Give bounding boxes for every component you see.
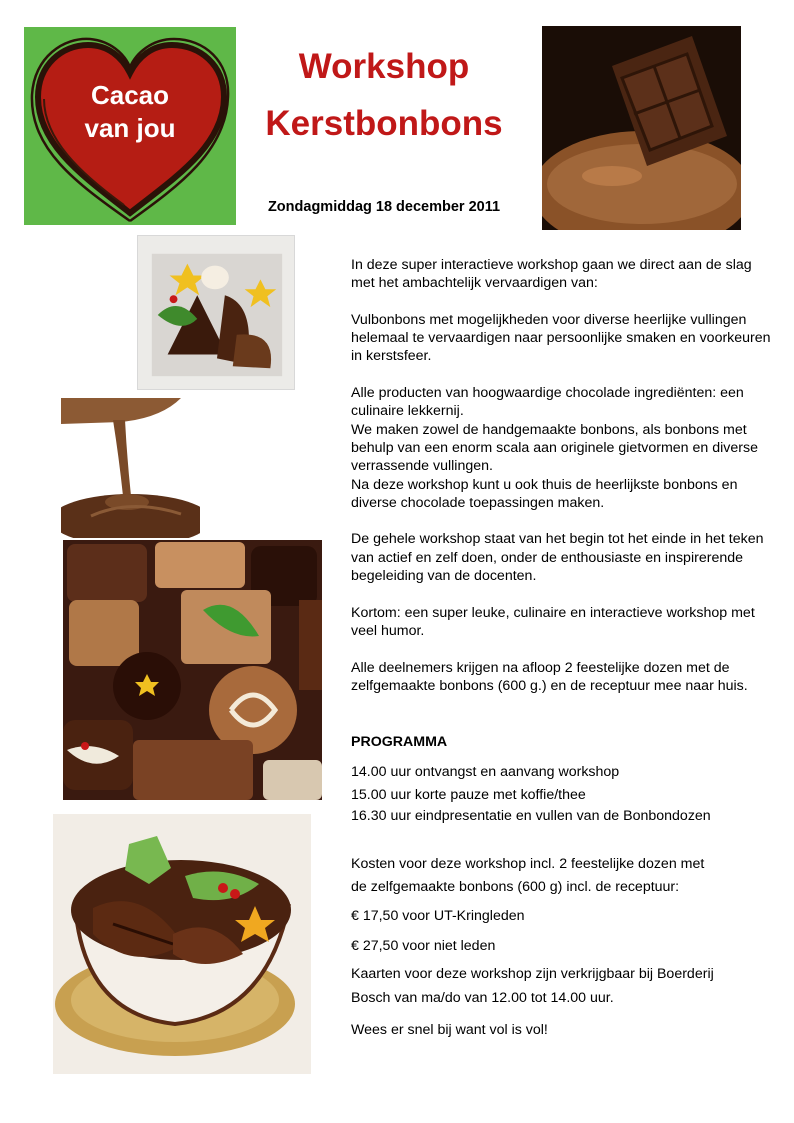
- price-nonmembers: € 27,50 voor niet leden: [351, 938, 496, 954]
- page-title: [236, 38, 532, 152]
- logo-text-line1: Cacao: [90, 80, 170, 110]
- costs-intro-line2: de zelfgemaakte bonbons (600 g) incl. de receptuur:: [351, 879, 680, 895]
- costs-intro-line1: Kosten voor deze workshop incl. 2 feestelijke dozen met: [351, 856, 705, 872]
- title-line-2: Kerstbonbons: [265, 104, 503, 143]
- price-members: € 17,50 voor UT-Kringleden: [351, 908, 525, 924]
- paragraph-intro: In deze super interactieve workshop gaan we direct aan de slag met het ambachtelijk vervaardigen van:: [351, 257, 752, 292]
- programma-item: 15.00 uur korte pauze met koffie/thee: [351, 787, 586, 803]
- bonbon-box-photo: [137, 235, 295, 390]
- closing-line: Wees er snel bij want vol is vol!: [351, 1022, 548, 1038]
- paragraph-handmade: We maken zowel de handgemaakte bonbons, als bonbons met behulp van een enorm scala aan originele gietvormen en diverse verrassende vullingen.: [351, 421, 758, 475]
- paragraph-at-home: Na deze workshop kunt u ook thuis de heerlijkste bonbons en diverse chocolade toepassingen maken.: [351, 476, 738, 511]
- paragraph-kortom: Kortom: een super leuke, culinaire en interactieve workshop met veel humor.: [351, 604, 755, 639]
- paragraph-vulbonbons: Vulbonbons met mogelijkheden voor diverse heerlijke vullingen helemaal te vervaardigen naar persoonlijke smaken en voorkeuren in kerstsfeer.: [351, 311, 771, 365]
- programma-item: 14.00 uur ontvangst en aanvang workshop: [351, 764, 620, 780]
- tickets-line1: Kaarten voor deze workshop zijn verkrijgbaar bij Boerderij: [351, 966, 714, 982]
- description-text: [351, 256, 771, 713]
- paragraph-ingredients: Alle producten van hoogwaardige chocolade ingrediënten: een culinaire lekkernij.: [351, 385, 744, 420]
- paragraph-take-home: Alle deelnemers krijgen na afloop 2 feestelijke dozen met de zelfgemaakte bonbons (600 g.) en de receptuur mee naar huis.: [351, 659, 748, 694]
- cacao-van-jou-logo: [24, 27, 236, 225]
- assorted-bonbons-photo: [63, 540, 322, 800]
- chocolate-bowl-photo: [53, 814, 311, 1074]
- programma-item: 16.30 uur eindpresentatie en vullen van de Bonbondozen: [351, 808, 711, 824]
- chocolate-bar-photo: [542, 26, 741, 230]
- title-line-1: Workshop: [298, 47, 470, 86]
- event-date: Zondagmiddag 18 december 2011: [267, 199, 501, 215]
- programma-heading: PROGRAMMA: [351, 734, 448, 750]
- paragraph-active: De gehele workshop staat van het begin tot het einde in het teken van actief en zelf doen, onder de enthousiaste en inspirerende begeleiding van de docenten.: [351, 531, 764, 585]
- tickets-line2: Bosch van ma/do van 12.00 tot 14.00 uur.: [351, 990, 614, 1006]
- heart-logo-icon: [24, 27, 236, 225]
- logo-text-line2: van jou: [84, 113, 176, 143]
- chocolate-pour-photo: [61, 398, 200, 538]
